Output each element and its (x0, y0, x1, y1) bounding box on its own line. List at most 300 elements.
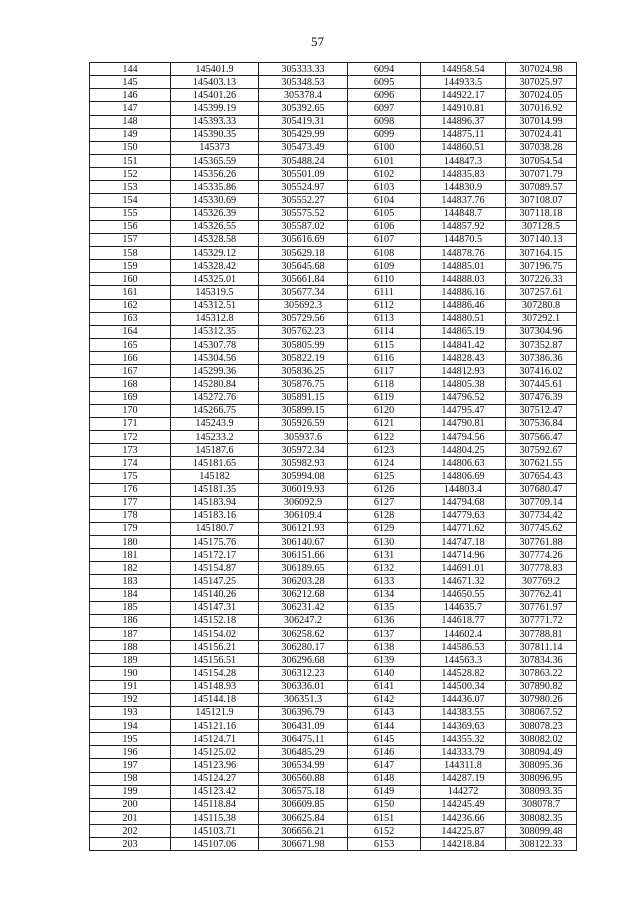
y-coordinate-b: 308078.23 (506, 720, 577, 733)
y-coordinate-a: 305982.93 (259, 457, 348, 470)
point-number-b: 6138 (348, 641, 421, 654)
y-coordinate-a: 305677.34 (259, 286, 348, 299)
table-row (90, 299, 577, 312)
y-coordinate-a: 305473.49 (259, 141, 348, 154)
x-coordinate-a: 145121.9 (171, 706, 259, 719)
point-number-a: 164 (90, 325, 171, 338)
x-coordinate-a: 145326.39 (171, 207, 259, 220)
x-coordinate-b: 144779.63 (421, 509, 506, 522)
y-coordinate-b: 307014.99 (506, 115, 577, 128)
x-coordinate-a: 145180.7 (171, 522, 259, 535)
x-coordinate-b: 144875.11 (421, 128, 506, 141)
point-number-a: 166 (90, 352, 171, 365)
point-number-b: 6137 (348, 628, 421, 641)
point-number-b: 6139 (348, 654, 421, 667)
x-coordinate-b: 144805.38 (421, 378, 506, 391)
y-coordinate-a: 306151.66 (259, 549, 348, 562)
point-number-a: 192 (90, 693, 171, 706)
x-coordinate-b: 144272 (421, 785, 506, 798)
y-coordinate-b: 307257.61 (506, 286, 577, 299)
point-number-a: 175 (90, 470, 171, 483)
x-coordinate-b: 144218.84 (421, 838, 506, 851)
point-number-b: 6101 (348, 154, 421, 167)
y-coordinate-b: 307592.67 (506, 444, 577, 457)
y-coordinate-a: 306396.79 (259, 706, 348, 719)
point-number-b: 6116 (348, 352, 421, 365)
point-number-a: 187 (90, 628, 171, 641)
y-coordinate-b: 308093.35 (506, 785, 577, 798)
x-coordinate-a: 145172.17 (171, 549, 259, 562)
point-number-b: 6144 (348, 720, 421, 733)
table-row (90, 706, 577, 719)
x-coordinate-b: 144563.3 (421, 654, 506, 667)
point-number-a: 197 (90, 759, 171, 772)
point-number-b: 6146 (348, 746, 421, 759)
y-coordinate-a: 305805.99 (259, 338, 348, 351)
table-row (90, 759, 577, 772)
x-coordinate-a: 145115.38 (171, 812, 259, 825)
page-number: 57 (311, 34, 324, 49)
table-row (90, 207, 577, 220)
y-coordinate-b: 307140.13 (506, 233, 577, 246)
x-coordinate-b: 144771.62 (421, 522, 506, 535)
y-coordinate-a: 305333.33 (259, 63, 348, 76)
point-number-b: 6130 (348, 536, 421, 549)
point-number-b: 6095 (348, 76, 421, 89)
table-row (90, 614, 577, 627)
point-number-a: 154 (90, 194, 171, 207)
y-coordinate-b: 307108.07 (506, 194, 577, 207)
y-coordinate-a: 305937.6 (259, 430, 348, 443)
point-number-b: 6136 (348, 614, 421, 627)
point-number-b: 6135 (348, 601, 421, 614)
point-number-b: 6100 (348, 141, 421, 154)
table-row (90, 194, 577, 207)
x-coordinate-a: 145304.56 (171, 352, 259, 365)
x-coordinate-a: 145356.26 (171, 168, 259, 181)
x-coordinate-b: 144812.93 (421, 365, 506, 378)
x-coordinate-a: 145107.06 (171, 838, 259, 851)
x-coordinate-b: 144804.25 (421, 444, 506, 457)
x-coordinate-a: 145182 (171, 470, 259, 483)
table-body (90, 63, 577, 851)
table-row (90, 798, 577, 811)
y-coordinate-b: 307512.47 (506, 404, 577, 417)
y-coordinate-a: 305692.3 (259, 299, 348, 312)
x-coordinate-a: 145373 (171, 141, 259, 154)
y-coordinate-b: 307071.79 (506, 168, 577, 181)
point-number-a: 185 (90, 601, 171, 614)
y-coordinate-b: 307761.88 (506, 536, 577, 549)
point-number-b: 6111 (348, 286, 421, 299)
y-coordinate-a: 305501.09 (259, 168, 348, 181)
y-coordinate-b: 307304.96 (506, 325, 577, 338)
y-coordinate-b: 307024.41 (506, 128, 577, 141)
table-row (90, 601, 577, 614)
table-row (90, 628, 577, 641)
table-row (90, 838, 577, 851)
table-row (90, 404, 577, 417)
table-row (90, 430, 577, 443)
point-number-b: 6112 (348, 299, 421, 312)
table-row (90, 483, 577, 496)
point-number-a: 159 (90, 260, 171, 273)
table-row (90, 720, 577, 733)
x-coordinate-a: 145330.69 (171, 194, 259, 207)
point-number-a: 193 (90, 706, 171, 719)
x-coordinate-b: 144795.47 (421, 404, 506, 417)
point-number-b: 6153 (348, 838, 421, 851)
table-row (90, 575, 577, 588)
point-number-b: 6117 (348, 365, 421, 378)
x-coordinate-b: 144896.37 (421, 115, 506, 128)
table-row (90, 667, 577, 680)
table-row (90, 772, 577, 785)
x-coordinate-a: 145403.13 (171, 76, 259, 89)
point-number-b: 6131 (348, 549, 421, 562)
y-coordinate-a: 306312.23 (259, 667, 348, 680)
x-coordinate-b: 144806.63 (421, 457, 506, 470)
x-coordinate-a: 145154.02 (171, 628, 259, 641)
y-coordinate-b: 307016.92 (506, 102, 577, 115)
table-row (90, 562, 577, 575)
x-coordinate-a: 145147.31 (171, 601, 259, 614)
x-coordinate-b: 144848.7 (421, 207, 506, 220)
point-number-b: 6115 (348, 338, 421, 351)
table-row (90, 115, 577, 128)
table-row (90, 365, 577, 378)
table-row (90, 89, 577, 102)
point-number-a: 161 (90, 286, 171, 299)
y-coordinate-b: 307980.26 (506, 693, 577, 706)
x-coordinate-b: 144880.51 (421, 312, 506, 325)
y-coordinate-b: 308082.35 (506, 812, 577, 825)
x-coordinate-b: 144841.42 (421, 338, 506, 351)
point-number-a: 155 (90, 207, 171, 220)
point-number-a: 146 (90, 89, 171, 102)
table-row (90, 391, 577, 404)
y-coordinate-b: 307621.55 (506, 457, 577, 470)
x-coordinate-a: 145187.6 (171, 444, 259, 457)
y-coordinate-b: 308122.33 (506, 838, 577, 851)
point-number-b: 6147 (348, 759, 421, 772)
y-coordinate-a: 306656.21 (259, 825, 348, 838)
x-coordinate-b: 144245.49 (421, 798, 506, 811)
x-coordinate-b: 144958.54 (421, 63, 506, 76)
x-coordinate-b: 144865.19 (421, 325, 506, 338)
x-coordinate-a: 145325.01 (171, 273, 259, 286)
point-number-b: 6110 (348, 273, 421, 286)
y-coordinate-a: 306485.29 (259, 746, 348, 759)
x-coordinate-b: 144835.83 (421, 168, 506, 181)
y-coordinate-b: 308078.7 (506, 798, 577, 811)
y-coordinate-a: 305836.25 (259, 365, 348, 378)
point-number-a: 149 (90, 128, 171, 141)
point-number-a: 179 (90, 522, 171, 535)
x-coordinate-b: 144888.03 (421, 273, 506, 286)
point-number-b: 6121 (348, 417, 421, 430)
x-coordinate-b: 144794.68 (421, 496, 506, 509)
y-coordinate-b: 307811.14 (506, 641, 577, 654)
y-coordinate-a: 305972.34 (259, 444, 348, 457)
point-number-b: 6134 (348, 588, 421, 601)
y-coordinate-a: 306109.4 (259, 509, 348, 522)
x-coordinate-a: 145365.59 (171, 154, 259, 167)
y-coordinate-b: 307536.84 (506, 417, 577, 430)
y-coordinate-b: 307024.05 (506, 89, 577, 102)
coordinates-table (89, 62, 577, 851)
x-coordinate-b: 144671.32 (421, 575, 506, 588)
point-number-b: 6102 (348, 168, 421, 181)
point-number-b: 6140 (348, 667, 421, 680)
y-coordinate-a: 305661.84 (259, 273, 348, 286)
table-row (90, 680, 577, 693)
point-number-b: 6123 (348, 444, 421, 457)
x-coordinate-a: 145140.26 (171, 588, 259, 601)
x-coordinate-a: 145399.19 (171, 102, 259, 115)
x-coordinate-b: 144586.53 (421, 641, 506, 654)
point-number-b: 6103 (348, 181, 421, 194)
y-coordinate-b: 307771.72 (506, 614, 577, 627)
table-row (90, 63, 577, 76)
point-number-a: 182 (90, 562, 171, 575)
x-coordinate-b: 144837.76 (421, 194, 506, 207)
x-coordinate-b: 144796.52 (421, 391, 506, 404)
y-coordinate-b: 307196.75 (506, 260, 577, 273)
table-row (90, 785, 577, 798)
point-number-b: 6107 (348, 233, 421, 246)
y-coordinate-b: 307863.22 (506, 667, 577, 680)
point-number-b: 6096 (348, 89, 421, 102)
point-number-b: 6127 (348, 496, 421, 509)
table-row (90, 233, 577, 246)
x-coordinate-b: 144333.79 (421, 746, 506, 759)
point-number-a: 165 (90, 338, 171, 351)
point-number-a: 163 (90, 312, 171, 325)
point-number-a: 168 (90, 378, 171, 391)
point-number-b: 6099 (348, 128, 421, 141)
point-number-b: 6120 (348, 404, 421, 417)
x-coordinate-b: 144436.07 (421, 693, 506, 706)
y-coordinate-b: 307761.97 (506, 601, 577, 614)
x-coordinate-a: 145280.84 (171, 378, 259, 391)
x-coordinate-a: 145401.26 (171, 89, 259, 102)
y-coordinate-b: 307118.18 (506, 207, 577, 220)
y-coordinate-a: 306609.85 (259, 798, 348, 811)
x-coordinate-a: 145181.35 (171, 483, 259, 496)
point-number-a: 199 (90, 785, 171, 798)
x-coordinate-a: 145118.84 (171, 798, 259, 811)
x-coordinate-b: 144691.01 (421, 562, 506, 575)
y-coordinate-b: 307386.36 (506, 352, 577, 365)
point-number-a: 201 (90, 812, 171, 825)
y-coordinate-b: 308094.49 (506, 746, 577, 759)
y-coordinate-a: 306258.62 (259, 628, 348, 641)
point-number-a: 188 (90, 641, 171, 654)
x-coordinate-a: 145329.12 (171, 246, 259, 259)
y-coordinate-a: 305488.24 (259, 154, 348, 167)
point-number-a: 170 (90, 404, 171, 417)
point-number-a: 180 (90, 536, 171, 549)
point-number-a: 167 (90, 365, 171, 378)
table-row (90, 128, 577, 141)
x-coordinate-b: 144714.96 (421, 549, 506, 562)
y-coordinate-b: 307769.2 (506, 575, 577, 588)
x-coordinate-a: 145393.33 (171, 115, 259, 128)
x-coordinate-b: 144747.18 (421, 536, 506, 549)
y-coordinate-a: 306475.11 (259, 733, 348, 746)
y-coordinate-b: 307762.41 (506, 588, 577, 601)
y-coordinate-a: 305524.97 (259, 181, 348, 194)
point-number-b: 6113 (348, 312, 421, 325)
x-coordinate-a: 145144.18 (171, 693, 259, 706)
x-coordinate-b: 144806.69 (421, 470, 506, 483)
y-coordinate-a: 306212.68 (259, 588, 348, 601)
table-row (90, 378, 577, 391)
table-row (90, 338, 577, 351)
x-coordinate-a: 145147.25 (171, 575, 259, 588)
point-number-b: 6119 (348, 391, 421, 404)
y-coordinate-b: 307024.98 (506, 63, 577, 76)
point-number-a: 153 (90, 181, 171, 194)
x-coordinate-b: 144828.43 (421, 352, 506, 365)
x-coordinate-b: 144311.8 (421, 759, 506, 772)
y-coordinate-a: 306625.84 (259, 812, 348, 825)
y-coordinate-a: 305629.18 (259, 246, 348, 259)
x-coordinate-b: 144803.4 (421, 483, 506, 496)
point-number-a: 152 (90, 168, 171, 181)
point-number-a: 174 (90, 457, 171, 470)
y-coordinate-a: 306560.88 (259, 772, 348, 785)
table-row (90, 549, 577, 562)
table-row (90, 286, 577, 299)
table-row (90, 273, 577, 286)
x-coordinate-b: 144886.46 (421, 299, 506, 312)
table-row (90, 76, 577, 89)
y-coordinate-a: 305994.08 (259, 470, 348, 483)
x-coordinate-b: 144650.55 (421, 588, 506, 601)
x-coordinate-a: 145123.96 (171, 759, 259, 772)
point-number-b: 6114 (348, 325, 421, 338)
point-number-b: 6104 (348, 194, 421, 207)
y-coordinate-b: 307834.36 (506, 654, 577, 667)
x-coordinate-b: 144860.51 (421, 141, 506, 154)
table-row (90, 470, 577, 483)
x-coordinate-b: 144602.4 (421, 628, 506, 641)
y-coordinate-b: 307709.14 (506, 496, 577, 509)
point-number-a: 169 (90, 391, 171, 404)
y-coordinate-b: 307280.8 (506, 299, 577, 312)
y-coordinate-a: 306019.93 (259, 483, 348, 496)
y-coordinate-b: 308099.48 (506, 825, 577, 838)
y-coordinate-b: 307680.47 (506, 483, 577, 496)
x-coordinate-a: 145312.8 (171, 312, 259, 325)
y-coordinate-a: 306296.68 (259, 654, 348, 667)
y-coordinate-a: 305645.68 (259, 260, 348, 273)
table-row (90, 457, 577, 470)
y-coordinate-a: 305429.99 (259, 128, 348, 141)
x-coordinate-a: 145152.18 (171, 614, 259, 627)
x-coordinate-a: 145148.93 (171, 680, 259, 693)
x-coordinate-a: 145154.87 (171, 562, 259, 575)
table-row (90, 733, 577, 746)
table-row (90, 352, 577, 365)
y-coordinate-a: 305378.4 (259, 89, 348, 102)
y-coordinate-a: 305616.69 (259, 233, 348, 246)
point-number-a: 172 (90, 430, 171, 443)
point-number-b: 6094 (348, 63, 421, 76)
point-number-a: 200 (90, 798, 171, 811)
x-coordinate-a: 145121.16 (171, 720, 259, 733)
x-coordinate-b: 144933.5 (421, 76, 506, 89)
x-coordinate-a: 145181.65 (171, 457, 259, 470)
x-coordinate-a: 145124.71 (171, 733, 259, 746)
y-coordinate-a: 306140.67 (259, 536, 348, 549)
y-coordinate-a: 305392.65 (259, 102, 348, 115)
table-row (90, 417, 577, 430)
x-coordinate-b: 144635.7 (421, 601, 506, 614)
point-number-b: 6109 (348, 260, 421, 273)
y-coordinate-b: 307352.87 (506, 338, 577, 351)
table-row (90, 168, 577, 181)
y-coordinate-b: 307226.33 (506, 273, 577, 286)
x-coordinate-a: 145103.71 (171, 825, 259, 838)
table-row (90, 260, 577, 273)
point-number-b: 6149 (348, 785, 421, 798)
point-number-b: 6105 (348, 207, 421, 220)
y-coordinate-a: 306203.28 (259, 575, 348, 588)
table-row (90, 654, 577, 667)
point-number-a: 160 (90, 273, 171, 286)
y-coordinate-a: 306336.01 (259, 680, 348, 693)
point-number-b: 6148 (348, 772, 421, 785)
table-row (90, 825, 577, 838)
point-number-a: 203 (90, 838, 171, 851)
x-coordinate-b: 144528.82 (421, 667, 506, 680)
y-coordinate-b: 307292.1 (506, 312, 577, 325)
y-coordinate-b: 308096.95 (506, 772, 577, 785)
point-number-a: 186 (90, 614, 171, 627)
x-coordinate-a: 145335.86 (171, 181, 259, 194)
table-row (90, 812, 577, 825)
x-coordinate-a: 145299.36 (171, 365, 259, 378)
y-coordinate-a: 306247.2 (259, 614, 348, 627)
point-number-a: 162 (90, 299, 171, 312)
x-coordinate-a: 145243.9 (171, 417, 259, 430)
x-coordinate-b: 144910.81 (421, 102, 506, 115)
x-coordinate-b: 144369.63 (421, 720, 506, 733)
x-coordinate-a: 145233.2 (171, 430, 259, 443)
x-coordinate-b: 144355.32 (421, 733, 506, 746)
point-number-a: 171 (90, 417, 171, 430)
x-coordinate-b: 144500.34 (421, 680, 506, 693)
x-coordinate-a: 145124.27 (171, 772, 259, 785)
x-coordinate-a: 145123.42 (171, 785, 259, 798)
y-coordinate-a: 305552.27 (259, 194, 348, 207)
table-row (90, 246, 577, 259)
x-coordinate-a: 145154.28 (171, 667, 259, 680)
point-number-a: 157 (90, 233, 171, 246)
y-coordinate-b: 308082.02 (506, 733, 577, 746)
x-coordinate-b: 144236.66 (421, 812, 506, 825)
point-number-a: 184 (90, 588, 171, 601)
y-coordinate-a: 305575.52 (259, 207, 348, 220)
x-coordinate-b: 144618.77 (421, 614, 506, 627)
table-row (90, 312, 577, 325)
point-number-b: 6122 (348, 430, 421, 443)
y-coordinate-a: 305348.53 (259, 76, 348, 89)
table-row (90, 181, 577, 194)
